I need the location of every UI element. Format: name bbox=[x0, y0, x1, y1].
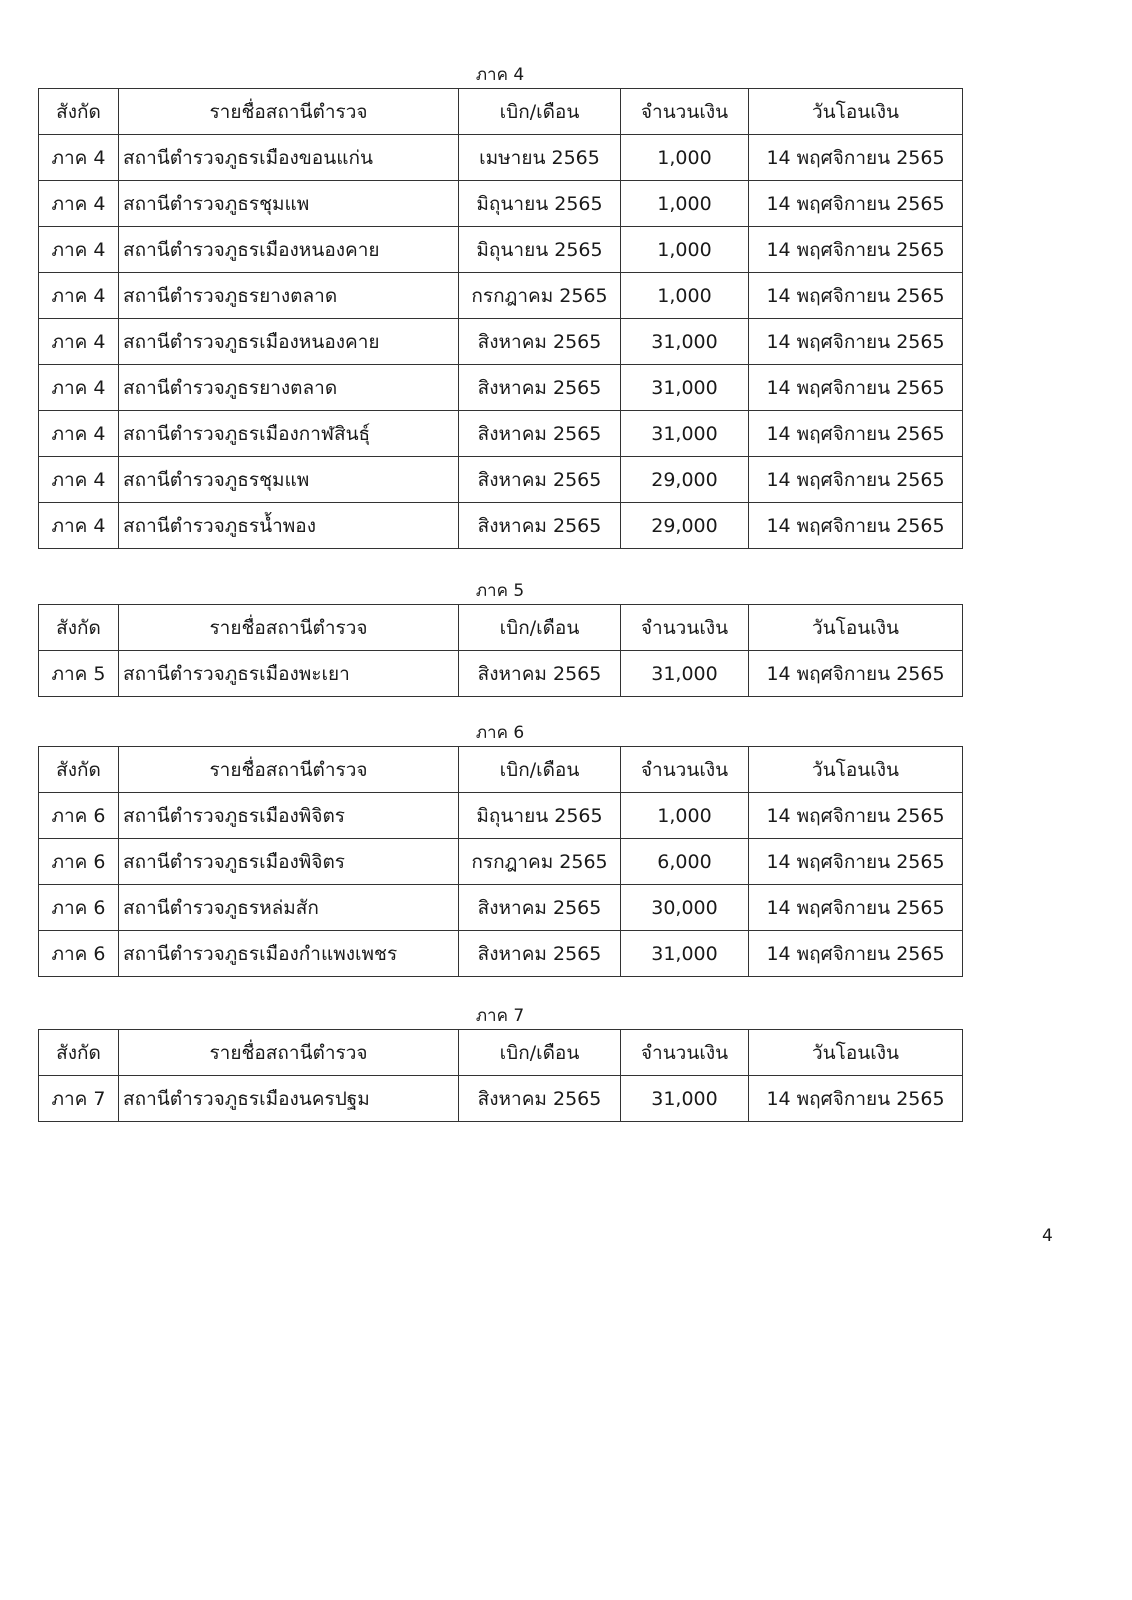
section-region-7 bbox=[38, 1003, 962, 1122]
cell-amount: 1,000 bbox=[621, 227, 749, 273]
cell-date: 14 พฤศจิกายน 2565 bbox=[749, 181, 963, 227]
cell-station: สถานีตำรวจภูธรเมืองขอนแก่น bbox=[119, 135, 459, 181]
cell-date: 14 พฤศจิกายน 2565 bbox=[749, 793, 963, 839]
cell-station: สถานีตำรวจภูธรเมืองนครปฐม bbox=[119, 1076, 459, 1122]
cell-station: สถานีตำรวจภูธรเมืองพิจิตร bbox=[119, 839, 459, 885]
header-amount: จำนวนเงิน bbox=[621, 605, 749, 651]
cell-amount: 6,000 bbox=[621, 839, 749, 885]
cell-station: สถานีตำรวจภูธรน้ำพอง bbox=[119, 503, 459, 549]
header-region: สังกัด bbox=[39, 747, 119, 793]
cell-region: ภาค 6 bbox=[39, 931, 119, 977]
section-title: ภาค 7 bbox=[475, 1006, 525, 1026]
header-month: เบิก/เดือน bbox=[459, 747, 621, 793]
station-table bbox=[38, 604, 963, 697]
header-region: สังกัด bbox=[39, 89, 119, 135]
table-row bbox=[39, 365, 963, 411]
table-header-row bbox=[39, 89, 963, 135]
cell-date: 14 พฤศจิกายน 2565 bbox=[749, 227, 963, 273]
header-month: เบิก/เดือน bbox=[459, 605, 621, 651]
cell-amount: 1,000 bbox=[621, 181, 749, 227]
cell-month: สิงหาคม 2565 bbox=[459, 651, 621, 697]
table-row bbox=[39, 457, 963, 503]
cell-date: 14 พฤศจิกายน 2565 bbox=[749, 885, 963, 931]
header-region: สังกัด bbox=[39, 1030, 119, 1076]
cell-month: สิงหาคม 2565 bbox=[459, 885, 621, 931]
cell-region: ภาค 4 bbox=[39, 411, 119, 457]
cell-region: ภาค 4 bbox=[39, 273, 119, 319]
cell-region: ภาค 6 bbox=[39, 885, 119, 931]
cell-region: ภาค 4 bbox=[39, 227, 119, 273]
cell-month: สิงหาคม 2565 bbox=[459, 1076, 621, 1122]
table-row bbox=[39, 839, 963, 885]
cell-amount: 31,000 bbox=[621, 365, 749, 411]
cell-date: 14 พฤศจิกายน 2565 bbox=[749, 931, 963, 977]
cell-station: สถานีตำรวจภูธรชุมแพ bbox=[119, 457, 459, 503]
table-row bbox=[39, 793, 963, 839]
cell-date: 14 พฤศจิกายน 2565 bbox=[749, 457, 963, 503]
cell-amount: 30,000 bbox=[621, 885, 749, 931]
cell-month: มิถุนายน 2565 bbox=[459, 181, 621, 227]
cell-region: ภาค 4 bbox=[39, 135, 119, 181]
header-month: เบิก/เดือน bbox=[459, 1030, 621, 1076]
section-region-6 bbox=[38, 720, 962, 977]
cell-region: ภาค 4 bbox=[39, 181, 119, 227]
cell-amount: 31,000 bbox=[621, 1076, 749, 1122]
section-title: ภาค 6 bbox=[475, 723, 525, 743]
cell-date: 14 พฤศจิกายน 2565 bbox=[749, 651, 963, 697]
cell-station: สถานีตำรวจภูธรหล่มสัก bbox=[119, 885, 459, 931]
table-row bbox=[39, 319, 963, 365]
section-region-5 bbox=[38, 578, 962, 697]
cell-station: สถานีตำรวจภูธรเมืองหนองคาย bbox=[119, 319, 459, 365]
cell-date: 14 พฤศจิกายน 2565 bbox=[749, 135, 963, 181]
cell-station: สถานีตำรวจภูธรชุมแพ bbox=[119, 181, 459, 227]
station-table bbox=[38, 88, 963, 549]
table-row bbox=[39, 885, 963, 931]
table-row bbox=[39, 411, 963, 457]
cell-amount: 31,000 bbox=[621, 931, 749, 977]
cell-region: ภาค 5 bbox=[39, 651, 119, 697]
cell-region: ภาค 4 bbox=[39, 457, 119, 503]
cell-station: สถานีตำรวจภูธรเมืองกำแพงเพชร bbox=[119, 931, 459, 977]
cell-station: สถานีตำรวจภูธรเมืองกาฬสินธุ์ bbox=[119, 411, 459, 457]
header-station: รายชื่อสถานีตำรวจ bbox=[119, 747, 459, 793]
cell-station: สถานีตำรวจภูธรเมืองหนองคาย bbox=[119, 227, 459, 273]
cell-date: 14 พฤศจิกายน 2565 bbox=[749, 365, 963, 411]
cell-month: กรกฎาคม 2565 bbox=[459, 273, 621, 319]
cell-amount: 29,000 bbox=[621, 457, 749, 503]
cell-region: ภาค 4 bbox=[39, 365, 119, 411]
section-title: ภาค 5 bbox=[475, 581, 525, 601]
header-date: วันโอนเงิน bbox=[749, 747, 963, 793]
cell-amount: 31,000 bbox=[621, 411, 749, 457]
cell-month: มิถุนายน 2565 bbox=[459, 227, 621, 273]
table-row bbox=[39, 135, 963, 181]
cell-date: 14 พฤศจิกายน 2565 bbox=[749, 839, 963, 885]
cell-region: ภาค 6 bbox=[39, 839, 119, 885]
station-table bbox=[38, 1029, 963, 1122]
cell-region: ภาค 4 bbox=[39, 319, 119, 365]
cell-amount: 1,000 bbox=[621, 135, 749, 181]
cell-month: มิถุนายน 2565 bbox=[459, 793, 621, 839]
cell-month: สิงหาคม 2565 bbox=[459, 503, 621, 549]
header-amount: จำนวนเงิน bbox=[621, 747, 749, 793]
section-title: ภาค 4 bbox=[475, 65, 525, 85]
station-table bbox=[38, 746, 963, 977]
header-station: รายชื่อสถานีตำรวจ bbox=[119, 89, 459, 135]
table-row bbox=[39, 651, 963, 697]
cell-amount: 31,000 bbox=[621, 651, 749, 697]
section-region-4 bbox=[38, 62, 962, 549]
cell-month: สิงหาคม 2565 bbox=[459, 457, 621, 503]
cell-amount: 1,000 bbox=[621, 793, 749, 839]
cell-station: สถานีตำรวจภูธรเมืองพะเยา bbox=[119, 651, 459, 697]
cell-month: สิงหาคม 2565 bbox=[459, 319, 621, 365]
header-amount: จำนวนเงิน bbox=[621, 1030, 749, 1076]
header-station: รายชื่อสถานีตำรวจ bbox=[119, 605, 459, 651]
table-row bbox=[39, 181, 963, 227]
cell-station: สถานีตำรวจภูธรยางตลาด bbox=[119, 273, 459, 319]
cell-month: เมษายน 2565 bbox=[459, 135, 621, 181]
cell-amount: 1,000 bbox=[621, 273, 749, 319]
cell-station: สถานีตำรวจภูธรเมืองพิจิตร bbox=[119, 793, 459, 839]
page-number: 4 bbox=[1042, 1226, 1053, 1246]
cell-amount: 29,000 bbox=[621, 503, 749, 549]
header-region: สังกัด bbox=[39, 605, 119, 651]
cell-date: 14 พฤศจิกายน 2565 bbox=[749, 319, 963, 365]
header-month: เบิก/เดือน bbox=[459, 89, 621, 135]
cell-region: ภาค 4 bbox=[39, 503, 119, 549]
cell-region: ภาค 6 bbox=[39, 793, 119, 839]
header-date: วันโอนเงิน bbox=[749, 1030, 963, 1076]
cell-month: สิงหาคม 2565 bbox=[459, 365, 621, 411]
cell-date: 14 พฤศจิกายน 2565 bbox=[749, 1076, 963, 1122]
cell-date: 14 พฤศจิกายน 2565 bbox=[749, 503, 963, 549]
table-row bbox=[39, 227, 963, 273]
table-row bbox=[39, 503, 963, 549]
table-row bbox=[39, 931, 963, 977]
table-row bbox=[39, 273, 963, 319]
header-amount: จำนวนเงิน bbox=[621, 89, 749, 135]
table-header-row bbox=[39, 747, 963, 793]
table-row bbox=[39, 1076, 963, 1122]
header-date: วันโอนเงิน bbox=[749, 89, 963, 135]
cell-month: สิงหาคม 2565 bbox=[459, 411, 621, 457]
cell-month: กรกฎาคม 2565 bbox=[459, 839, 621, 885]
table-header-row bbox=[39, 605, 963, 651]
cell-region: ภาค 7 bbox=[39, 1076, 119, 1122]
cell-date: 14 พฤศจิกายน 2565 bbox=[749, 273, 963, 319]
header-date: วันโอนเงิน bbox=[749, 605, 963, 651]
cell-date: 14 พฤศจิกายน 2565 bbox=[749, 411, 963, 457]
cell-amount: 31,000 bbox=[621, 319, 749, 365]
cell-station: สถานีตำรวจภูธรยางตลาด bbox=[119, 365, 459, 411]
table-header-row bbox=[39, 1030, 963, 1076]
header-station: รายชื่อสถานีตำรวจ bbox=[119, 1030, 459, 1076]
cell-month: สิงหาคม 2565 bbox=[459, 931, 621, 977]
